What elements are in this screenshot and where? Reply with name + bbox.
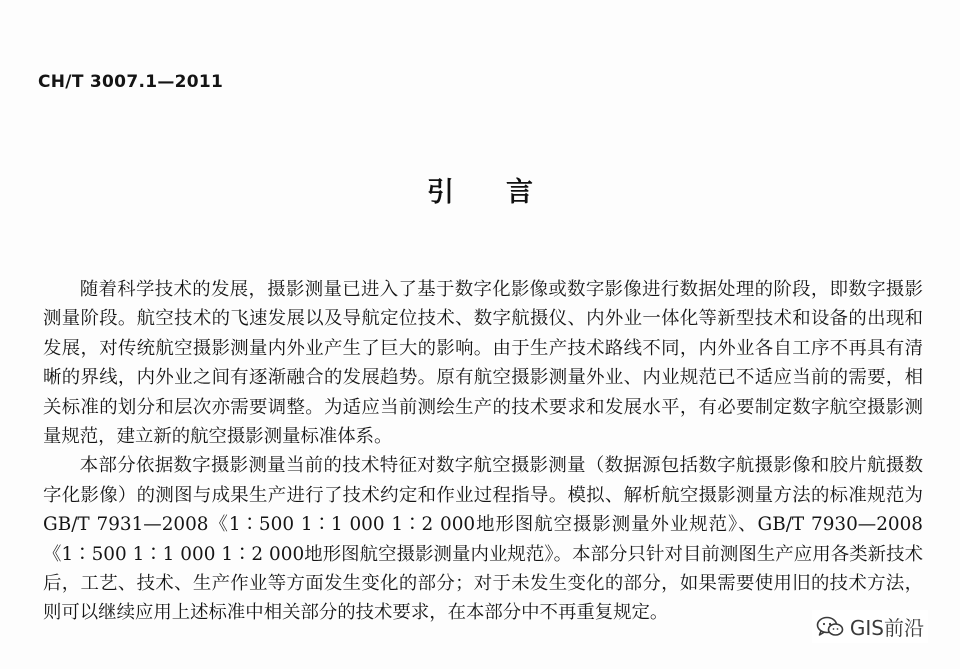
title-char-2: 言: [506, 177, 533, 208]
paragraph-1: 随着科学技术的发展，摄影测量已进入了基于数字化影像或数字影像进行数据处理的阶段，即数字摄影测量阶段。航空技术的飞速发展以及导航定位技术、数字航摄仪、内外业一体化等新型技术和设备的出现和发展，对传统航空摄影测量内外业产生了巨大的影响。由于生产技术路线不同，内外业各自工序不再具有清晰的界线，内外业之间有逐渐融合的发展趋势。原有航空摄影测量外业、内业规范已不适应当前的需要，相关标准的划分和层次亦需要调整。为适应当前测绘生产的技术要求和发展水平，有必要制定数字航空摄影测量规范，建立新的航空摄影测量标准体系。: [43, 279, 923, 448]
paragraph-2: 本部分依据数字摄影测量当前的技术特征对数字航空摄影测量（数据源包括数字航摄影像和胶片航摄数字化影像）的测图与成果生产进行了技术约定和作业过程指导。模拟、解析航空摄影测量方法的标准规范为GB/T 7931—2008《1∶500 1∶1 000 1∶2 000地形图航空摄影测量外业规范》、GB/T 7930—2008《1∶500 1∶1 000 1∶2 000地形图航空摄影测量内业规范》。本部分只针对目前测图生产应用各类新技术后，工艺、技术、生产作业等方面发生变化的部分；对于未发生变化的部分，如果需要使用旧的技术方法，则可以继续应用上述标准中相关部分的技术要求，在本部分中不再重复规定。: [43, 455, 923, 624]
body-text: [43, 275, 923, 628]
wechat-icon: [816, 616, 844, 638]
watermark-label: GIS前沿: [849, 616, 924, 640]
page-title: [0, 170, 960, 209]
watermark: [812, 610, 928, 643]
standard-code: CH/T 3007.1—2011: [38, 72, 224, 92]
title-char-1: 引: [427, 177, 454, 208]
